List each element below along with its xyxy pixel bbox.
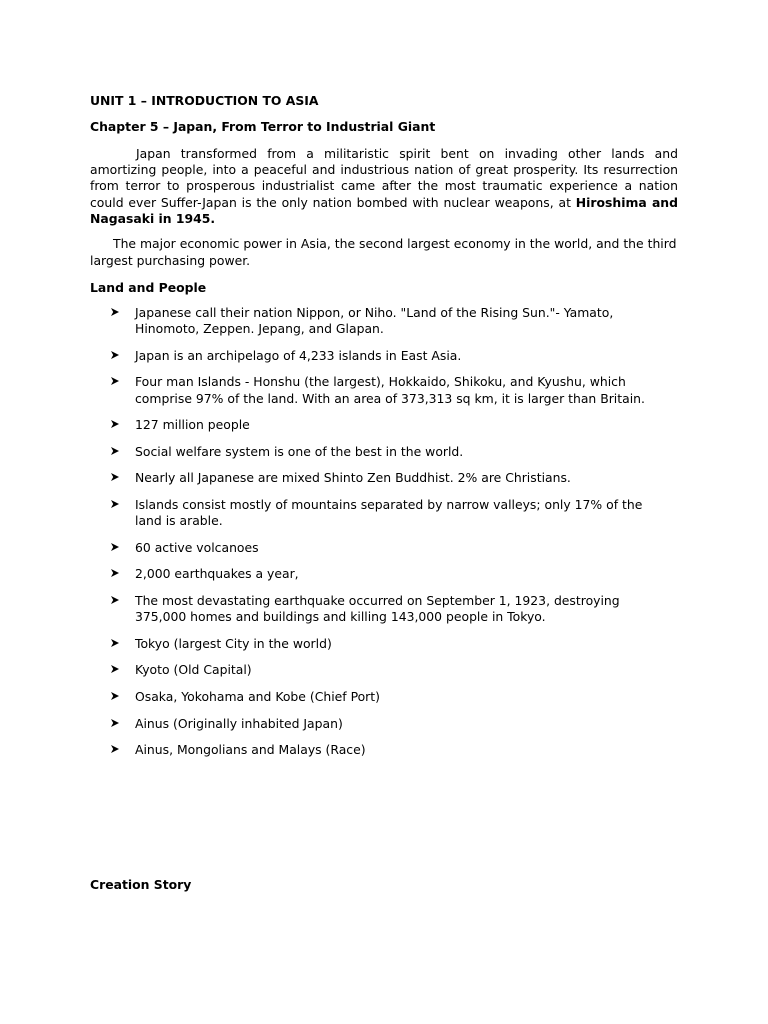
arrow-bullet-icon bbox=[110, 499, 120, 509]
list-item bbox=[90, 497, 645, 529]
list-item-text: Tokyo (largest City in the world) bbox=[135, 635, 332, 651]
list-item bbox=[90, 662, 645, 678]
economy-paragraph: The major economic power in Asia, the second largest economy in the world, and the third largest purchasing power. bbox=[90, 236, 677, 268]
arrow-bullet-icon bbox=[110, 446, 120, 456]
arrow-bullet-icon bbox=[110, 744, 120, 754]
list-item-text: Japanese call their nation Nippon, or Niho. "Land of the Rising Sun."- Yamato, Hinomoto, Zeppen. Jepang, and Glapan. bbox=[135, 305, 614, 337]
list-item-text: Nearly all Japanese are mixed Shinto Zen Buddhist. 2% are Christians. bbox=[135, 470, 571, 486]
list-item-text: 60 active volcanoes bbox=[135, 539, 259, 555]
list-item bbox=[90, 444, 645, 460]
land-and-people-list bbox=[90, 305, 678, 769]
list-item bbox=[90, 417, 645, 433]
arrow-bullet-icon bbox=[110, 595, 120, 605]
arrow-bullet-icon bbox=[110, 350, 120, 360]
list-item-text: Kyoto (Old Capital) bbox=[135, 662, 252, 678]
arrow-bullet-icon bbox=[110, 638, 120, 648]
list-item bbox=[90, 470, 645, 486]
list-item-text: The most devastating earthquake occurred on September 1, 1923, destroying 375,000 homes and buildings and killing 143,000 people in Tokyo. bbox=[135, 592, 620, 625]
unit-heading: UNIT 1 – INTRODUCTION TO ASIA bbox=[90, 93, 319, 108]
list-item bbox=[90, 636, 645, 652]
list-item bbox=[90, 540, 645, 556]
list-item-text: 2,000 earthquakes a year, bbox=[135, 566, 299, 582]
list-item-text: Islands consist mostly of mountains separated by narrow valleys; only 17% of the land is arable. bbox=[135, 496, 643, 529]
list-item bbox=[90, 716, 645, 732]
list-item-text: Japan is an archipelago of 4,233 islands in East Asia. bbox=[135, 347, 462, 363]
list-item bbox=[90, 305, 645, 337]
intro-text: Japan transformed from a militaristic spirit bent on invading other lands and amortizing people, into a peaceful and industrious nation of great prosperity. Its resurrection from terror to prosperous industrialist came after the most traumatic experience a nation could ever Suffer-Japan is the only nation bombed with nuclear weapons, at bbox=[90, 146, 678, 210]
arrow-bullet-icon bbox=[110, 542, 120, 552]
list-item bbox=[90, 566, 645, 582]
arrow-bullet-icon bbox=[110, 718, 120, 728]
land-and-people-heading: Land and People bbox=[90, 280, 207, 295]
list-item bbox=[90, 593, 645, 625]
list-item bbox=[90, 374, 645, 406]
list-item-text: Four man Islands - Honshu (the largest), Hokkaido, Shikoku, and Kyushu, which comprise 97% of the land. With an area of 373,313 sq km, it is larger than Britain. bbox=[135, 374, 645, 406]
list-item-text: 127 million people bbox=[135, 417, 250, 433]
arrow-bullet-icon bbox=[110, 472, 120, 482]
intro-bold-text: Hiroshima and Nagasaki in 1945. bbox=[90, 194, 678, 226]
list-item-text: Social welfare system is one of the best in the world. bbox=[135, 443, 464, 459]
arrow-bullet-icon bbox=[110, 664, 120, 674]
list-item bbox=[90, 689, 645, 705]
list-item-text: Osaka, Yokohama and Kobe (Chief Port) bbox=[135, 688, 380, 704]
arrow-bullet-icon bbox=[110, 419, 120, 429]
arrow-bullet-icon bbox=[110, 376, 120, 386]
list-item-text: Ainus (Originally inhabited Japan) bbox=[135, 715, 343, 731]
arrow-bullet-icon bbox=[110, 691, 120, 701]
list-item-text: Ainus, Mongolians and Malays (Race) bbox=[135, 742, 366, 758]
list-item bbox=[90, 742, 645, 758]
arrow-bullet-icon bbox=[110, 568, 120, 578]
intro-paragraph bbox=[90, 146, 678, 227]
list-item bbox=[90, 348, 645, 364]
arrow-bullet-icon bbox=[110, 307, 120, 317]
creation-story-heading: Creation Story bbox=[90, 877, 192, 892]
chapter-heading: Chapter 5 – Japan, From Terror to Industrial Giant bbox=[90, 119, 436, 134]
